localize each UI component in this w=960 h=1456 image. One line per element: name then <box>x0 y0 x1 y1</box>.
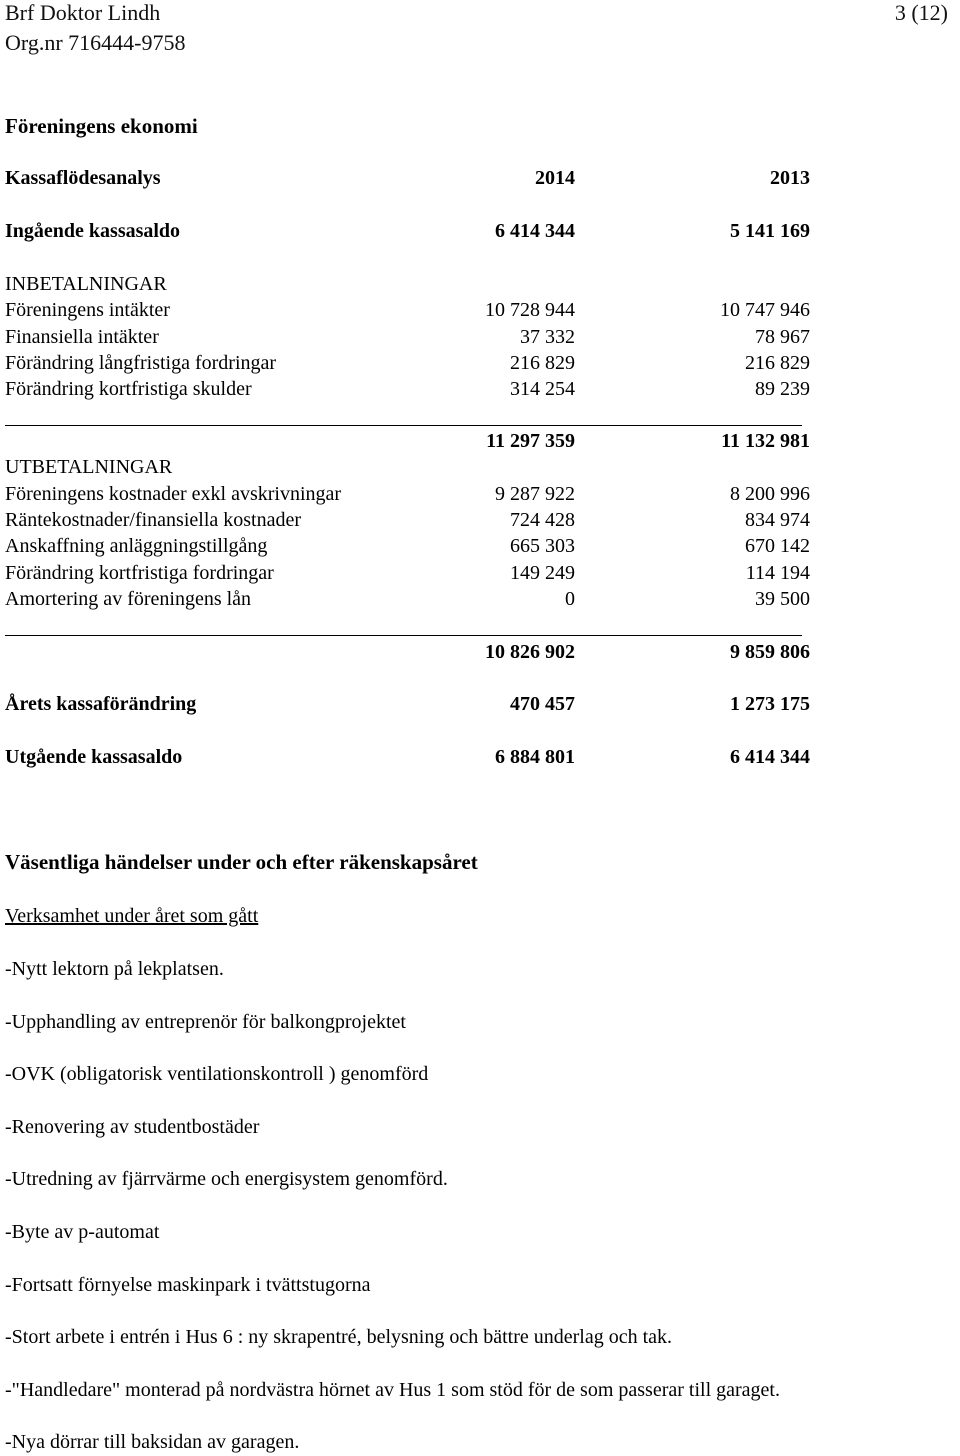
opening-balance-2014: 6 414 344 <box>495 220 575 242</box>
outflows-total-2013: 9 859 806 <box>730 641 810 663</box>
outflow-2013: 39 500 <box>755 588 810 610</box>
opening-balance-label: Ingående kassasaldo <box>5 220 181 242</box>
cash-change-2013: 1 273 175 <box>730 693 810 715</box>
inflow-label: Finansiella intäkter <box>5 326 159 348</box>
outflow-2014: 0 <box>565 588 575 610</box>
outflow-label: Räntekostnader/finansiella kostnader <box>5 509 302 531</box>
events-subtitle: Verksamhet under året som gått <box>5 905 259 927</box>
inflows-total-2014: 11 297 359 <box>486 430 575 452</box>
outflow-2013: 834 974 <box>745 509 810 531</box>
year-col-2: 2013 <box>770 167 810 189</box>
closing-balance-2014: 6 884 801 <box>495 746 575 768</box>
inflow-2013: 89 239 <box>755 378 810 400</box>
inflow-label: Förändring långfristiga fordringar <box>5 352 277 374</box>
outflows-title: UTBETALNINGAR <box>5 456 173 478</box>
event-item: -Nytt lektorn på lekplatsen. <box>5 958 224 980</box>
outflow-label: Amortering av föreningens lån <box>5 588 252 610</box>
outflows-total-rule <box>5 635 802 636</box>
inflow-2014: 216 829 <box>510 352 575 374</box>
opening-balance-2013: 5 141 169 <box>730 220 810 242</box>
closing-balance-label: Utgående kassasaldo <box>5 746 183 768</box>
inflow-2013: 10 747 946 <box>720 299 810 321</box>
inflows-total-2013: 11 132 981 <box>721 430 810 452</box>
org-number: Org.nr 716444-9758 <box>5 30 186 55</box>
outflow-2014: 149 249 <box>510 562 575 584</box>
cash-change-2014: 470 457 <box>510 693 575 715</box>
event-item: -Upphandling av entreprenör för balkongprojektet <box>5 1011 406 1033</box>
inflow-2014: 10 728 944 <box>485 299 575 321</box>
org-name: Brf Doktor Lindh <box>5 0 161 25</box>
outflow-label: Förändring kortfristiga fordringar <box>5 562 274 584</box>
outflow-2014: 665 303 <box>510 535 575 557</box>
outflow-label: Föreningens kostnader exkl avskrivningar <box>5 483 342 505</box>
outflows-total-2014: 10 826 902 <box>485 641 575 663</box>
events-title: Väsentliga händelser under och efter räkenskapsåret <box>5 850 478 874</box>
inflows-total-rule <box>5 425 802 426</box>
event-item: -"Handledare" monterad på nordvästra hörnet av Hus 1 som stöd för de som passerar till garaget. <box>5 1379 780 1401</box>
event-item: -Stort arbete i entrén i Hus 6 : ny skrapentré, belysning och bättre underlag och tak. <box>5 1326 673 1348</box>
page-number: 3 (12) <box>894 0 948 25</box>
outflow-2014: 724 428 <box>510 509 575 531</box>
inflow-2013: 78 967 <box>755 326 810 348</box>
event-item: -Byte av p-automat <box>5 1221 160 1243</box>
inflow-label: Förändring kortfristiga skulder <box>5 378 252 400</box>
outflow-2013: 8 200 996 <box>730 483 810 505</box>
inflows-title: INBETALNINGAR <box>5 273 167 295</box>
inflow-2013: 216 829 <box>745 352 810 374</box>
closing-balance-2013: 6 414 344 <box>730 746 810 768</box>
cashflow-title: Kassaflödesanalys <box>5 167 161 189</box>
event-item: -OVK (obligatorisk ventilationskontroll ) genomförd <box>5 1063 429 1085</box>
inflow-2014: 37 332 <box>520 326 575 348</box>
outflow-2013: 670 142 <box>745 535 810 557</box>
event-item: -Utredning av fjärrvärme och energisystem genomförd. <box>5 1168 448 1190</box>
event-item: -Fortsatt förnyelse maskinpark i tvättstugorna <box>5 1274 371 1296</box>
section-title: Föreningens ekonomi <box>5 114 198 138</box>
year-col-1: 2014 <box>535 167 575 189</box>
outflow-label: Anskaffning anläggningstillgång <box>5 535 268 557</box>
inflow-2014: 314 254 <box>510 378 575 400</box>
inflow-label: Föreningens intäkter <box>5 299 170 321</box>
outflow-2014: 9 287 922 <box>495 483 575 505</box>
outflow-2013: 114 194 <box>745 562 810 584</box>
event-item: -Renovering av studentbostäder <box>5 1116 260 1138</box>
cash-change-label: Årets kassaförändring <box>5 693 197 715</box>
event-item: -Nya dörrar till baksidan av garagen. <box>5 1431 300 1453</box>
